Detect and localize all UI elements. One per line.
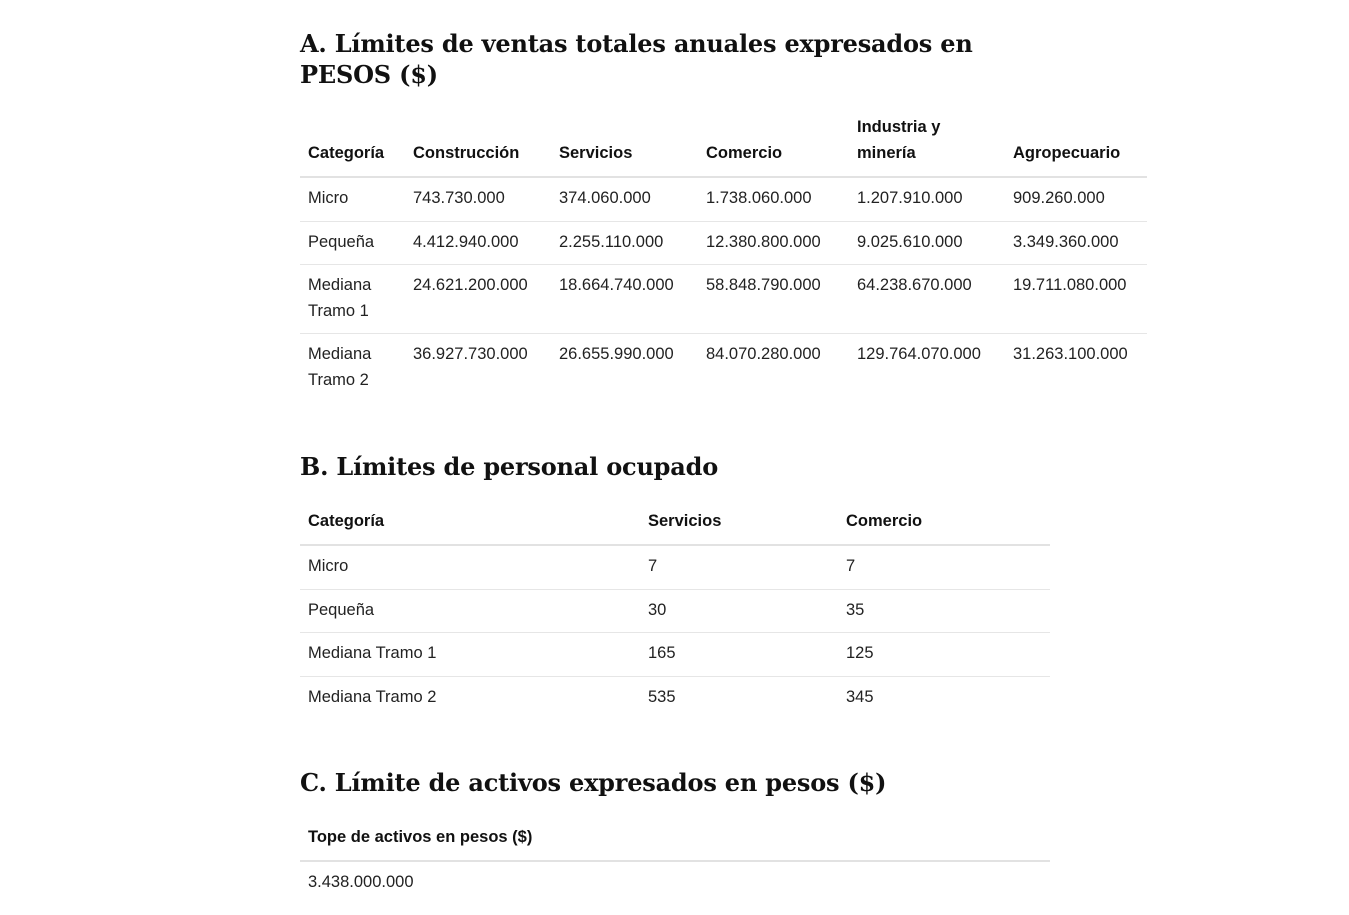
- table-cell: Pequeña: [300, 221, 405, 265]
- table-cell: 374.060.000: [551, 177, 698, 221]
- table-cell: Micro: [300, 545, 640, 589]
- table-cell: 30: [640, 589, 838, 633]
- table-cell: 9.025.610.000: [849, 221, 1005, 265]
- table-cell: 31.263.100.000: [1013, 345, 1128, 363]
- table-cell: 535: [648, 687, 676, 706]
- table-row: [300, 633, 1050, 677]
- table-header-row: [300, 824, 1050, 861]
- table-cell: 35: [838, 589, 1050, 633]
- table-cell: 165: [640, 633, 838, 677]
- column-header-industria: Industria y minería: [849, 114, 1005, 177]
- table-cell: 125: [838, 633, 1050, 677]
- table-cell: 3.349.360.000: [1005, 221, 1147, 265]
- table-cell: Mediana Tramo 1: [300, 633, 640, 677]
- table-cell: 1.207.910.000: [849, 177, 1005, 221]
- assets-limit-table: [300, 824, 1050, 905]
- column-header-comercio: Comercio: [698, 114, 849, 177]
- table-cell: 4.412.940.000: [405, 221, 551, 265]
- table-cell: 18.664.740.000: [551, 265, 698, 334]
- table-cell: 2.255.110.000: [551, 221, 698, 265]
- table-cell: 1.738.060.000: [698, 177, 849, 221]
- column-header-servicios: Servicios: [551, 114, 698, 177]
- table-cell: 909.260.000: [1005, 177, 1147, 221]
- table-row: [300, 589, 1050, 633]
- table-cell: 36.927.730.000: [413, 345, 528, 363]
- table-cell: 58.848.790.000: [698, 265, 849, 334]
- table-cell: 84.070.280.000: [706, 345, 821, 363]
- table-cell: 26.655.990.000: [559, 345, 674, 363]
- section-a-title: A. Límites de ventas totales anuales expresados en PESOS ($): [300, 29, 973, 89]
- table-row: [300, 177, 1147, 221]
- column-header-tope-activos: Tope de activos en pesos ($): [300, 824, 1050, 861]
- table-row: [300, 545, 1050, 589]
- table-header-row: [300, 508, 1050, 545]
- column-header-agropecuario: Agropecuario: [1005, 114, 1147, 177]
- table-cell: 64.238.670.000: [849, 265, 1005, 334]
- table-cell: Mediana Tramo 1: [300, 265, 405, 334]
- table-row: [300, 265, 1147, 334]
- staff-limits-table: [300, 508, 1050, 719]
- column-header-categoria: Categoría: [300, 114, 405, 177]
- table-row: [300, 861, 1050, 905]
- table-cell: 3.438.000.000: [308, 873, 414, 891]
- column-header-servicios: Servicios: [640, 508, 838, 545]
- table-cell: Mediana Tramo 2: [308, 687, 437, 706]
- table-cell: 345: [846, 687, 874, 706]
- column-header-construccion: Construcción: [405, 114, 551, 177]
- table-cell: 24.621.200.000: [405, 265, 551, 334]
- table-cell: Micro: [300, 177, 405, 221]
- table-row: [300, 334, 1147, 403]
- table-cell: 129.764.070.000: [857, 345, 981, 363]
- table-cell: 743.730.000: [405, 177, 551, 221]
- section-b-title: B. Límites de personal ocupado: [300, 452, 719, 481]
- table-row: [300, 221, 1147, 265]
- table-cell: Mediana Tramo 2: [308, 345, 372, 389]
- table-row: [300, 676, 1050, 719]
- table-header-row: [300, 114, 1147, 177]
- table-cell: 19.711.080.000: [1005, 265, 1147, 334]
- table-cell: Pequeña: [300, 589, 640, 633]
- column-header-comercio: Comercio: [838, 508, 1050, 545]
- section-c-title: C. Límite de activos expresados en pesos ($): [300, 768, 887, 797]
- sales-limits-table: [300, 114, 1147, 402]
- table-cell: 12.380.800.000: [698, 221, 849, 265]
- table-cell: 7: [838, 545, 1050, 589]
- column-header-categoria: Categoría: [300, 508, 640, 545]
- table-cell: 7: [640, 545, 838, 589]
